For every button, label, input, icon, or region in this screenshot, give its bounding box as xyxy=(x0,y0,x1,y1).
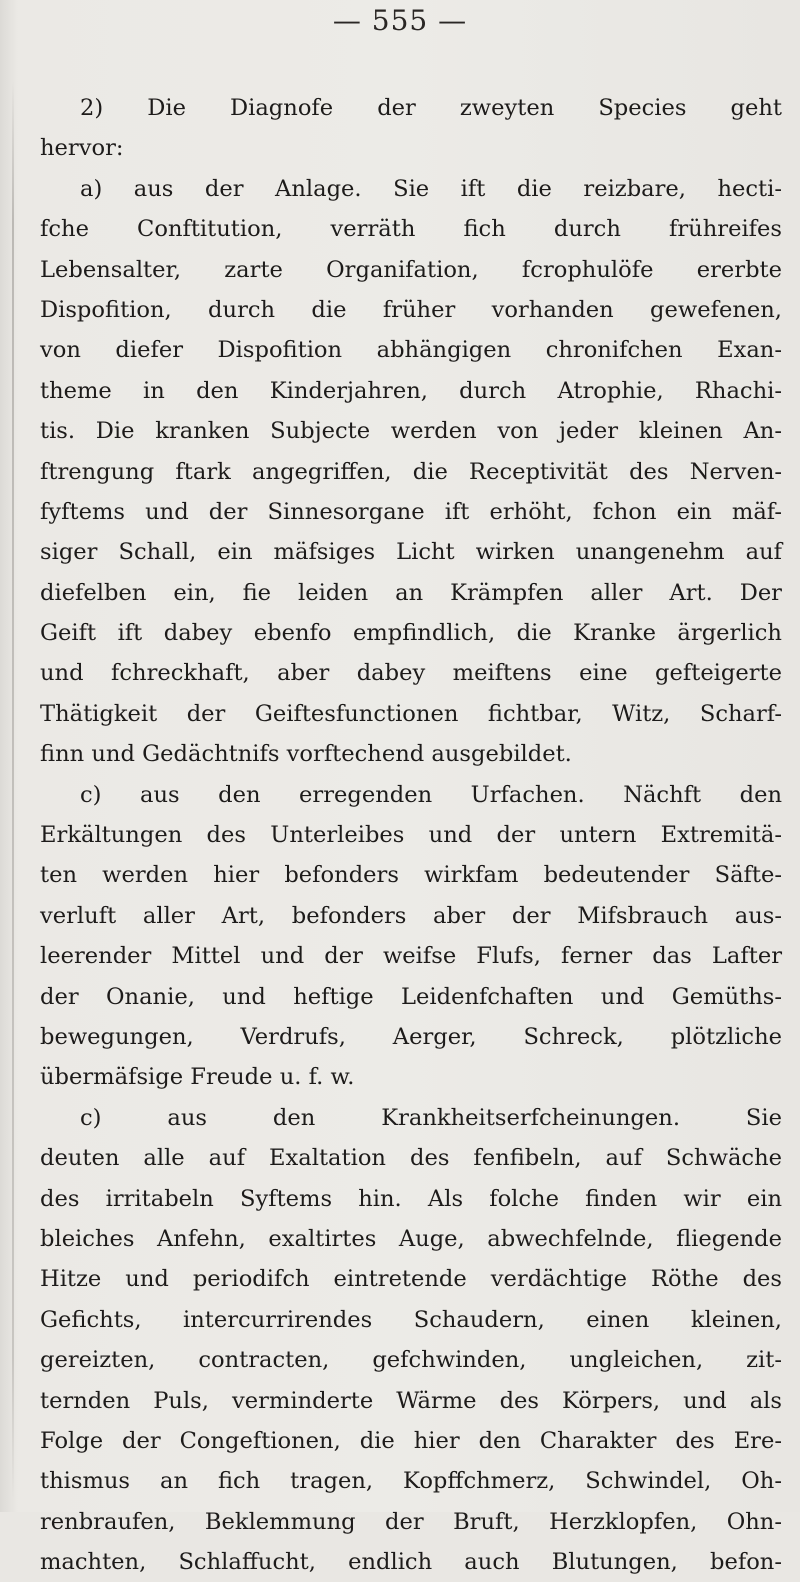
text-line: fyftems und der Sinnesorgane ift erhöht, fchon ein mäf- xyxy=(40,498,782,525)
text-line: Hitze und periodifch eintretende verdächtige Röthe des xyxy=(40,1266,782,1293)
text-line: c) aus den erregenden Urfachen. Nächft den xyxy=(80,781,782,808)
text-line: 2) Die Diagnofe der zweyten Species geht xyxy=(80,95,782,121)
text-line: der Onanie, und heftige Leidenfchaften und Gemüths- xyxy=(40,983,782,1010)
text-line: finn und Gedächtnifs vorftechend ausgebildet. xyxy=(40,741,572,768)
text-line: a) aus der Anlage. Sie ift die reizbare, hecti- xyxy=(80,175,782,202)
text-line: thismus an fich tragen, Kopffchmerz, Schwindel, Oh- xyxy=(40,1468,782,1495)
text-line: ternden Puls, verminderte Wärme des Körpers, und als xyxy=(40,1387,782,1414)
text-line: des irritabeln Syftems hin. Als folche finden wir ein xyxy=(40,1185,782,1212)
text-line: tis. Die kranken Subjecte werden von jeder kleinen An- xyxy=(40,418,782,445)
text-line: von diefer Dispofition abhängigen chronifchen Exan- xyxy=(40,337,782,364)
binding-gutter xyxy=(12,80,14,1500)
text-line: Dispofition, durch die früher vorhanden gewefenen, xyxy=(40,296,782,323)
text-line: ten werden hier befonders wirkfam bedeutender Säfte- xyxy=(40,862,782,889)
text-line: c) aus den Krankheitserfcheinungen. Sie xyxy=(80,1104,782,1131)
text-line: bewegungen, Verdrufs, Aerger, Schreck, plötzliche xyxy=(40,1023,782,1050)
text-line: diefelben ein, fie leiden an Krämpfen aller Art. Der xyxy=(40,579,782,606)
body-text xyxy=(40,88,782,1582)
text-line: Thätigkeit der Geiftesfunctionen fichtbar, Witz, Scharf- xyxy=(40,700,782,727)
text-line: Erkältungen des Unterleibes und der untern Extremitä- xyxy=(40,822,782,849)
text-line: bleiches Anfehn, exaltirtes Auge, abwechfelnde, fliegende xyxy=(40,1225,782,1252)
text-line: leerender Mittel und der weifse Flufs, ferner das Lafter xyxy=(40,943,782,970)
text-line: verluft aller Art, befonders aber der Mifsbrauch aus- xyxy=(40,902,782,929)
text-line: Folge der Congeftionen, die hier den Charakter des Ere- xyxy=(40,1427,782,1454)
text-line: und fchreckhaft, aber dabey meiftens eine gefteigerte xyxy=(40,660,782,687)
page-number: — 555 — xyxy=(332,4,468,37)
text-line: renbraufen, Beklemmung der Bruft, Herzklopfen, Ohn- xyxy=(40,1508,782,1535)
text-line: gereizten, contracten, gefchwinden, ungleichen, zit- xyxy=(40,1347,782,1374)
text-line: machten, Schlaffucht, endlich auch Blutungen, befon- xyxy=(40,1549,782,1576)
text-line: siger Schall, ein mäfsiges Licht wirken unangenehm auf xyxy=(40,539,782,566)
text-line: ftrengung ftark angegriffen, die Receptivität des Nerven- xyxy=(40,458,782,485)
text-line: Lebensalter, zarte Organifation, fcrophulöfe ererbte xyxy=(40,256,782,283)
text-line: übermäfsige Freude u. f. w. xyxy=(40,1064,355,1091)
text-line: hervor: xyxy=(40,135,124,162)
text-line: fche Conftitution, verräth fich durch frühreifes xyxy=(40,216,782,243)
text-line: theme in den Kinderjahren, durch Atrophie, Rhachi- xyxy=(40,377,782,404)
text-line: Geift ift dabey ebenfo empfindlich, die Kranke ärgerlich xyxy=(40,620,782,647)
text-line: Gefichts, intercurrirendes Schaudern, einen kleinen, xyxy=(40,1306,782,1333)
text-line: deuten alle auf Exaltation des fenfibeln, auf Schwäche xyxy=(40,1145,782,1172)
